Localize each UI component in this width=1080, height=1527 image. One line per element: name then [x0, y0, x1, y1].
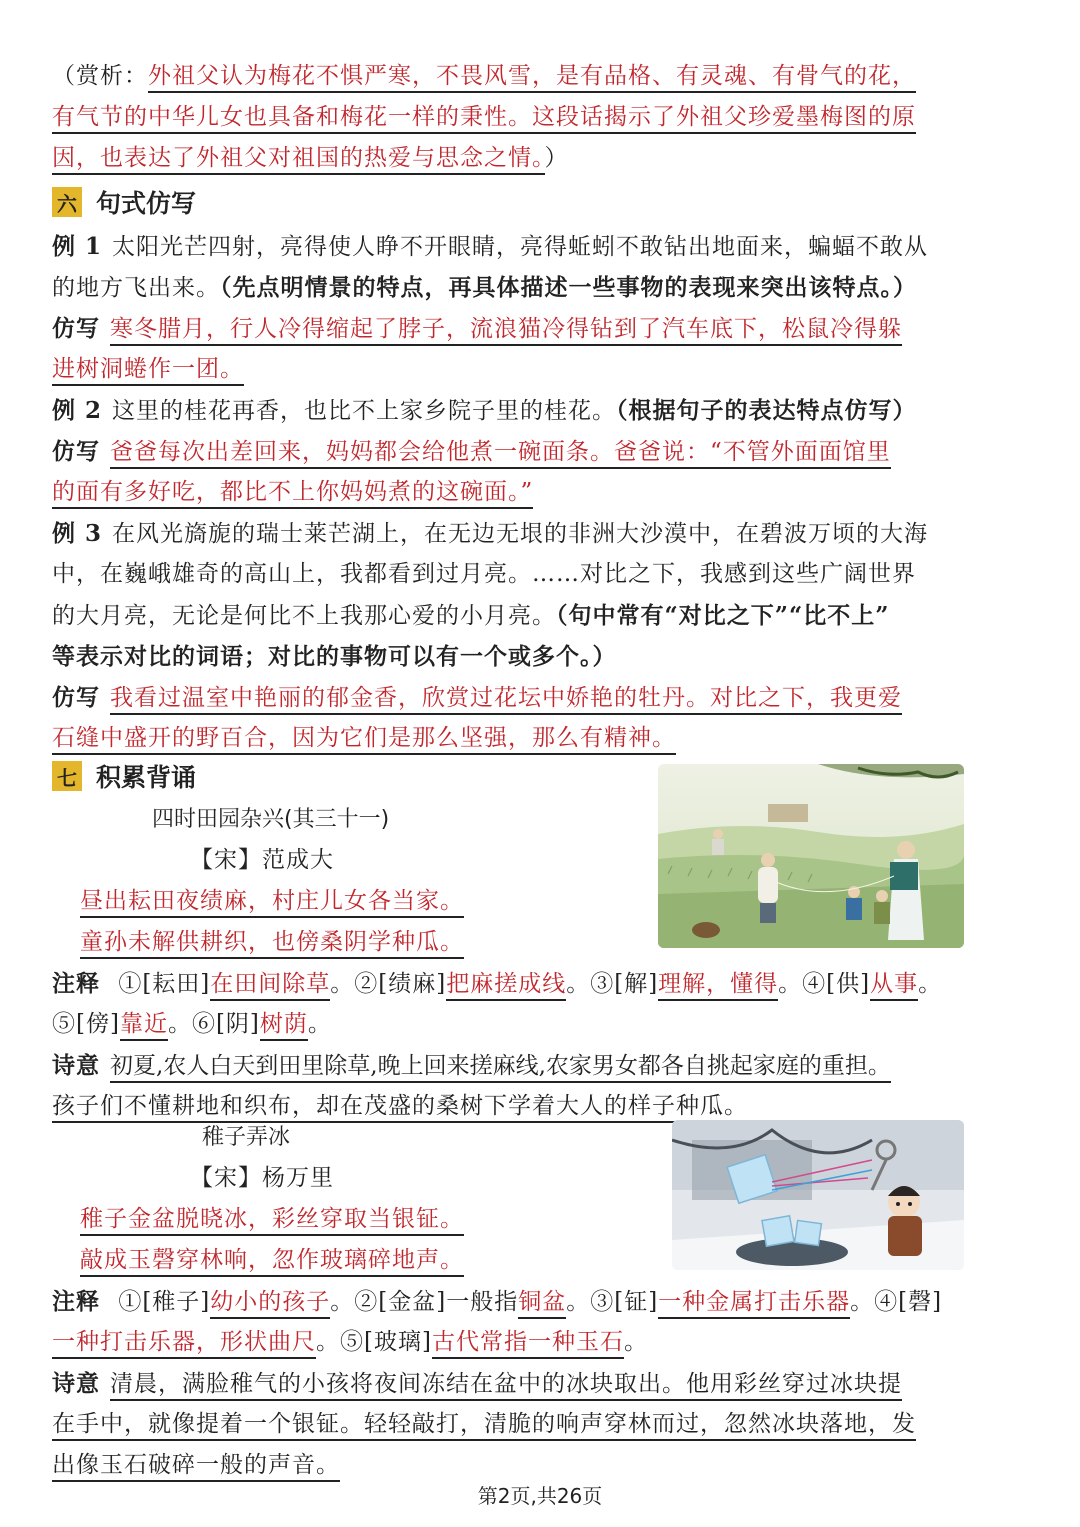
section-7-title: 积累背诵: [96, 763, 197, 792]
poem-2: 稚子弄冰 【宋】杨万里 稚子金盆脱晓冰，彩丝穿取当银钲。 敲成玉磬穿林响，忽作玻璃碎地声。 注释 ①[稚子]幼小的孩子。②[金盆]一般指铜盆。③[钲]一种金属打击乐器。④[磬] 一种打击乐器，形状曲尺。⑤[玻璃]古代常指一种玉石。 诗意 清晨，满脸稚气的小孩将夜间冻结在盆中的冰块取出。他用彩丝穿过冰块提 在手中，就像提着一个银钲。轻轻敲打，清脆的响声穿林而过，忽然冰块落地，发 出像玉石破碎一般的声音。: [52, 1118, 1032, 1486]
section-6-badge: 六: [52, 187, 82, 217]
poem-1-meaning-line-1: 初夏,农人白天到田里除草,晚上回来搓麻线,农家男女都各自挑起家庭的重担。: [110, 1053, 891, 1083]
section-6-header: [52, 180, 1032, 224]
imitate-1-line-1: 寒冬腊月，行人冷得缩起了脖子，流浪猫冷得钻到了汽车底下，松鼠冷得躲: [110, 316, 902, 346]
section-6-title: 句式仿写: [96, 189, 197, 218]
example-1-hint: （先点明情景的特点，再具体描述一些事物的表现来突出该特点。）: [220, 274, 917, 301]
note-1-5: ⑤[傍]靠近。: [52, 1011, 192, 1041]
poem-1-meaning-label: 诗意: [52, 1052, 100, 1079]
imitate-3-line-1: 我看过温室中艳丽的郁金香，欣赏过花坛中娇艳的牡丹。对比之下，我更爱: [110, 685, 902, 715]
note-2-2: ②[金盆]一般指铜盆。: [354, 1289, 590, 1319]
page-footer: 第2页,共26页: [477, 1484, 603, 1508]
example-3-line-2: 中，在巍峨雄奇的高山上，我都看到过月亮。……对比之下，我感到这些广阔世界: [52, 561, 916, 587]
appreciation-line-1: 外祖父认为梅花不惧严寒，不畏风雪，是有品格、有灵魂、有骨气的花，: [148, 63, 916, 93]
poem-1-line-1: 昼出耘田夜绩麻，村庄儿女各当家。: [80, 888, 464, 918]
appreciation-line-2: 有气节的中华儿女也具备和梅花一样的秉性。这段话揭示了外祖父珍爱墨梅图的原: [52, 104, 916, 134]
imitate-2-line-1: 爸爸每次出差回来，妈妈都会给他煮一碗面条。爸爸说：“不管外面面馆里: [110, 439, 891, 469]
example-2-label: 例 2: [52, 397, 103, 424]
imitate-1-label: 仿写: [52, 315, 100, 342]
note-2-4-answer: 一种打击乐器，形状曲尺: [52, 1329, 316, 1359]
note-1-3: ③[解]理解，懂得。: [590, 971, 802, 1001]
example-3-hint-2: 等表示对比的词语；对比的事物可以有一个或多个。）: [52, 643, 617, 670]
imitate-3-label: 仿写: [52, 684, 100, 711]
poem-1-meaning-line-2: 孩子们不懂耕地和织布，却在茂盛的桑树下学着大人的样子种瓜。: [52, 1093, 748, 1123]
imitate-3-line-2: 石缝中盛开的野百合，因为它们是那么坚强，那么有精神。: [52, 725, 676, 755]
poem-2-meaning-line-3: 出像玉石破碎一般的声音。: [52, 1452, 340, 1482]
farm-family-illustration: [658, 764, 964, 948]
imitate-2-label: 仿写: [52, 438, 100, 465]
poem-1-title: 四时田园杂兴(其三十一): [152, 807, 390, 832]
poem-2-title: 稚子弄冰: [202, 1125, 291, 1150]
note-2-4-pre: ④[磬]: [874, 1289, 943, 1315]
appreciation-block: [52, 56, 1032, 179]
note-2-1: ①[稚子]幼小的孩子。: [118, 1289, 354, 1319]
example-3-label: 例 3: [52, 520, 103, 547]
appreciation-close: ）: [544, 145, 569, 171]
section-7-badge: 七: [52, 761, 82, 791]
appreciation-line-3: 因，也表达了外祖父对祖国的热爱与思念之情。: [52, 145, 545, 175]
section-6: [52, 178, 1032, 759]
appreciation-open: （赏析：: [52, 63, 148, 89]
note-2-3: ③[钲]一种金属打击乐器。: [590, 1289, 874, 1319]
example-1-line-2: 的地方飞出来。: [52, 275, 220, 301]
poem-1-notes-label: 注释: [52, 970, 100, 997]
poem-2-line-2: 敲成玉磬穿林响，忽作玻璃碎地声。: [80, 1247, 464, 1277]
child-with-ice-illustration: [672, 1120, 964, 1270]
example-3-line-1: 在风光旖旎的瑞士莱芒湖上，在无边无垠的非洲大沙漠中，在碧波万顷的大海: [112, 521, 929, 547]
note-1-6: ⑥[阴]树荫。: [192, 1011, 332, 1041]
note-1-1: ①[耘田]在田间除草。: [118, 971, 354, 1001]
poem-2-author: 【宋】杨万里: [190, 1165, 334, 1191]
poem-2-meaning-line-1: 清晨，满脸稚气的小孩将夜间冻结在盆中的冰块取出。他用彩丝穿过冰块提: [110, 1371, 902, 1401]
note-1-4: ④[供]从事。: [802, 971, 942, 1001]
note-2-5: ⑤[玻璃]古代常指一种玉石。: [340, 1329, 648, 1359]
note-1-2: ②[绩麻]把麻搓成线。: [354, 971, 590, 1001]
example-3-line-3: 的大月亮，无论是何比不上我那心爱的小月亮。: [52, 603, 556, 629]
poem-1-line-2: 童孙未解供耕织，也傍桑阴学种瓜。: [80, 929, 464, 959]
example-2-hint: （根据句子的表达特点仿写）: [616, 397, 917, 424]
poem-2-line-1: 稚子金盆脱晓冰，彩丝穿取当银钲。: [80, 1206, 464, 1236]
example-1-line-1: 太阳光芒四射，亮得使人睁不开眼睛，亮得蚯蚓不敢钻出地面来，蝙蝠不敢从: [112, 234, 929, 260]
imitate-2-line-2: 的面有多好吃，都比不上你妈妈煮的这碗面。”: [52, 479, 533, 509]
example-3-hint-1: （句中常有“对比之下”“比不上”: [556, 602, 890, 629]
poem-1-author: 【宋】范成大: [190, 847, 334, 873]
poem-2-meaning-line-2: 在手中，就像提着一个银钲。轻轻敲打，清脆的响声穿林而过，忽然冰块落地，发: [52, 1411, 916, 1441]
poem-2-meaning-label: 诗意: [52, 1370, 100, 1397]
imitate-1-line-2: 进树洞蜷作一团。: [52, 356, 244, 386]
example-2-text: 这里的桂花再香，也比不上家乡院子里的桂花。: [112, 398, 617, 424]
child-ice-icon: [672, 1120, 964, 1270]
example-1-label: 例 1: [52, 233, 103, 260]
poem-2-notes-label: 注释: [52, 1288, 100, 1315]
farm-scene-icon: [658, 764, 964, 948]
